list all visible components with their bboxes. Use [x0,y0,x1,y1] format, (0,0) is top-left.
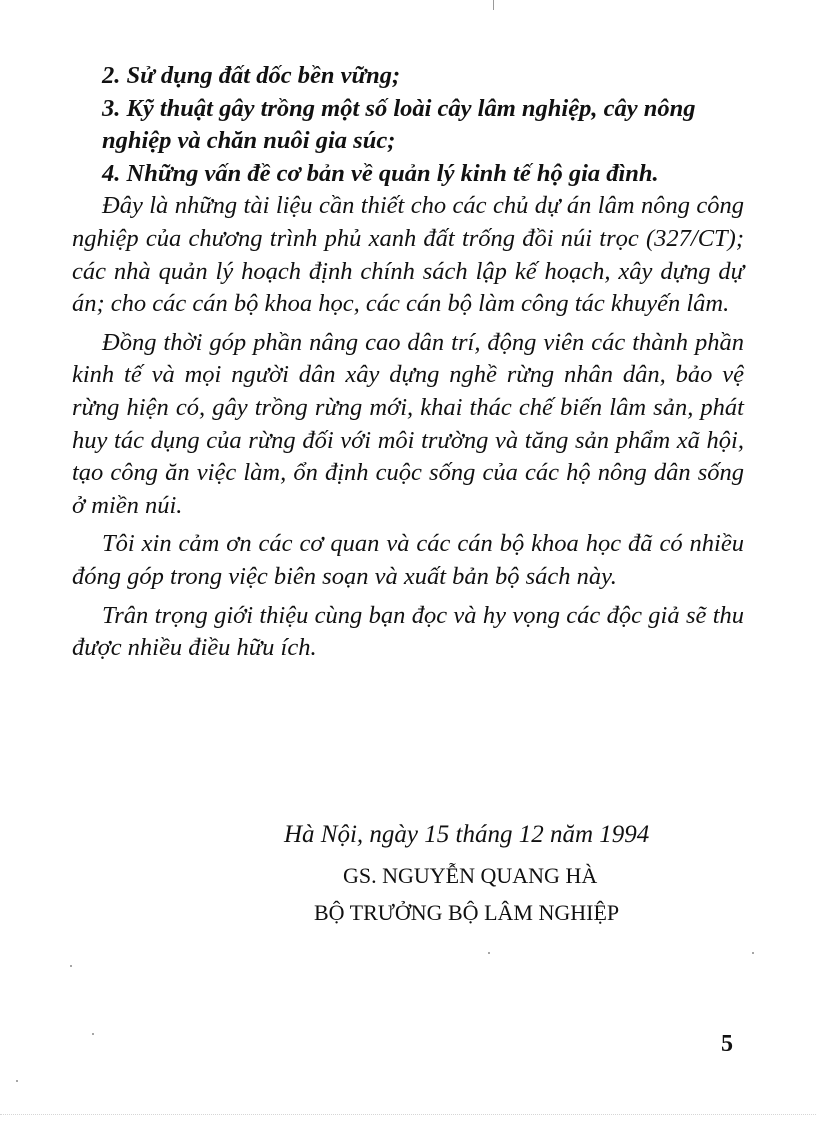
paragraph-introduction: Trân trọng giới thiệu cùng bạn đọc và hy vọng các độc giả sẽ thu được nhiều điều hữu ích. [72,601,744,662]
paragraph-social-goals: Đồng thời góp phần nâng cao dân trí, động viên các thành phần kinh tế và mọi người dân xây dựng nghề rừng nhân dân, bảo vệ rừng hiện có, gây trồng rừng mới, khai thác chế biến lâm sản, phát huy tác dụng của rừng đối với môi trường và tăng sản phẩm xã hội, tạo công ăn việc làm, ổn định cuộc sống của các hộ nông dân sống ở miền núi. [72,328,744,519]
page-number: 5 [721,1031,733,1057]
list-item-2: 2. Sử dụng đất dốc bền vững; [102,62,401,89]
scan-speck [488,952,490,954]
scan-speck [70,965,72,967]
list-item-3: 3. Kỹ thuật gây trồng một số loài cây lâm nghiệp, cây nông nghiệp và chăn nuôi gia súc; [102,94,696,155]
signature-title: BỘ TRƯỞNG BỘ LÂM NGHIỆP [314,900,620,925]
scan-edge [0,1114,816,1115]
scan-mark [493,0,494,10]
scan-speck [752,952,754,954]
body-text [72,60,744,665]
paragraph-thanks: Tôi xin cảm ơn các cơ quan và các cán bộ khoa học đã có nhiều đóng góp trong việc biên soạn và xuất bản bộ sách này. [72,530,744,590]
paragraph-intended-readers: Đây là những tài liệu cần thiết cho các chủ dự án lâm nông công nghiệp của chương trình phủ xanh đất trống đồi núi trọc (327/CT); các nhà quản lý hoạch định chính sách lập kế hoạch, xây dựng dự án; cho các cán bộ khoa học, các cán bộ làm công tác khuyến lâm. [72,192,744,318]
signature-date: Hà Nội, ngày 15 tháng 12 năm 1994 [284,821,650,848]
list-item-4: 4. Những vấn đề cơ bản về quản lý kinh tế hộ gia đình. [102,159,659,187]
signature-name: GS. NGUYỄN QUANG HÀ [343,863,598,888]
scan-speck [92,1033,94,1035]
scan-speck [16,1080,18,1082]
